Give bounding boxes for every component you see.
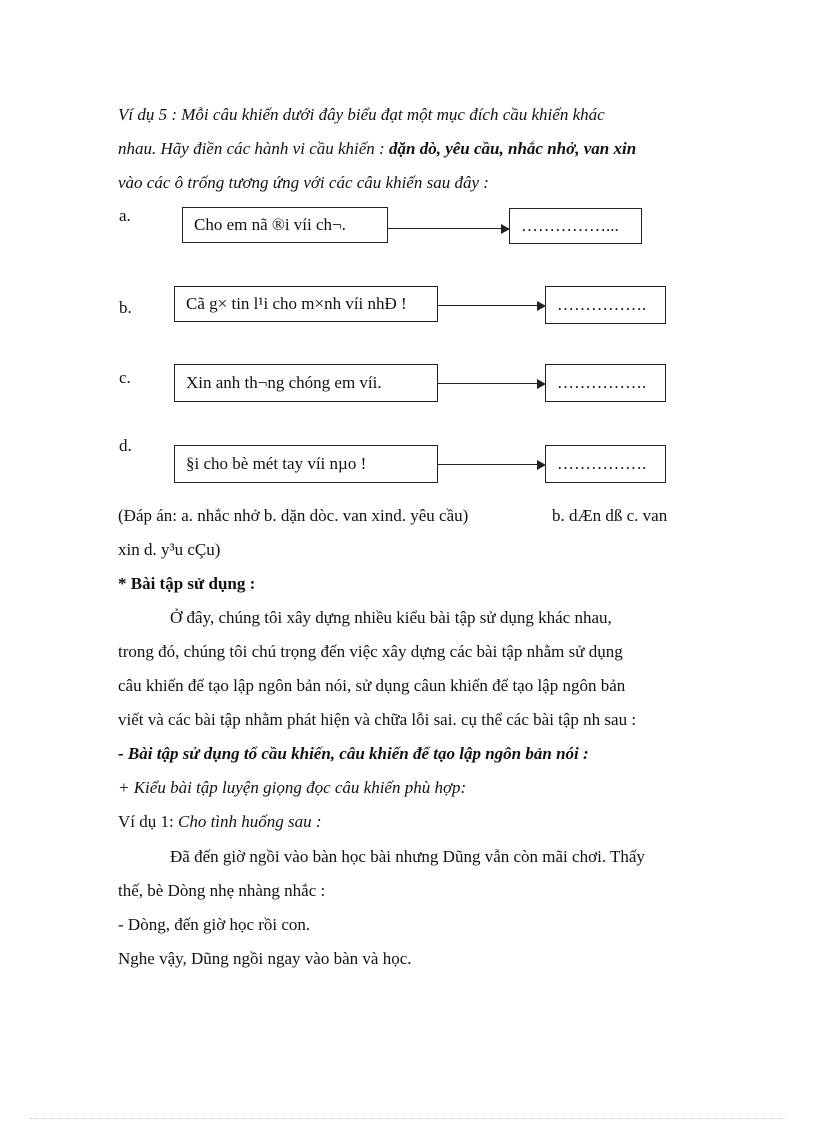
item-a-arrow: [388, 223, 510, 235]
item-c-sentence-box: [174, 364, 438, 402]
item-c-label: c.: [119, 368, 131, 387]
item-a-answer: ……………...: [521, 216, 619, 235]
item-c-answer: …………….: [557, 373, 647, 392]
item-d-label: d.: [119, 436, 132, 455]
item-a-sentence-box: [182, 207, 388, 243]
para-line-4: viết và các bài tập nhằm phát hiện và chữa lỗi sai. cụ thể các bài tập nh sau :: [118, 710, 637, 729]
answers-line1: (Đáp án: a. nhắc nhở b. dặn dòc. van xind. yêu cầu): [118, 506, 469, 525]
example5-line2: [118, 138, 636, 160]
example1-text: Cho tình huống sau :: [177, 812, 322, 831]
item-d-sentence: §i cho bè mét tay víi nµo !: [186, 454, 367, 473]
item-b-sentence: Cã g× tin l¹i cho m×nh víi nhÐ !: [186, 294, 407, 313]
item-c-answer-box[interactable]: [545, 364, 666, 402]
example5-line3: vào các ô trống tương ứng với các câu khiến sau đây :: [118, 173, 489, 192]
subheading: - Bài tập sử dụng tổ cầu khiến, câu khiến để tạo lập ngôn bản nói :: [118, 744, 589, 763]
example5-line1: Ví dụ 5 : Mỗi câu khiến dưới đây biểu đạt một mục đích cầu khiến khác: [118, 105, 605, 124]
story-line-4: Nghe vậy, Dũng ngồi ngay vào bàn và học.: [118, 949, 412, 968]
item-d-answer-box[interactable]: [545, 445, 666, 483]
type-line: + Kiểu bài tập luyện giọng đọc câu khiến phù hợp:: [118, 778, 467, 797]
item-c-arrow: [438, 378, 546, 390]
item-b-answer: …………….: [557, 295, 647, 314]
item-d-arrow: [438, 459, 546, 471]
story-line-1: Đã đến giờ ngồi vào bàn học bài nhưng Dũng vẫn còn mãi chơi. Thấy: [170, 847, 645, 866]
item-d-answer: …………….: [557, 454, 647, 473]
example1-line: [118, 811, 322, 833]
item-a-answer-box[interactable]: [509, 208, 642, 244]
para-line-3: câu khiến để tạo lập ngôn bản nói, sử dụng câun khiến để tạo lập ngôn bản: [118, 676, 626, 695]
item-b-arrow: [438, 300, 546, 312]
para-line-1: Ở đây, chúng tôi xây dựng nhiều kiểu bài tập sử dụng khác nhau,: [170, 608, 612, 627]
item-a-sentence: Cho em nã ®i víi ch¬.: [194, 215, 346, 234]
story-line-3: - Dòng, đến giờ học rồi con.: [118, 915, 311, 934]
answers-line2: xin d. y³u cÇu): [118, 540, 221, 559]
para-line-2: trong đó, chúng tôi chú trọng đến việc xây dựng các bài tập nhằm sử dụng: [118, 642, 623, 661]
item-c-sentence: Xin anh th¬ng chóng em víi.: [186, 373, 382, 392]
section-heading: * Bài tập sử dụng :: [118, 574, 256, 593]
answers-line1-right: b. dÆn dß c. van: [552, 506, 668, 525]
item-d-sentence-box: [174, 445, 438, 483]
item-b-answer-box[interactable]: [545, 286, 666, 324]
page-bottom-divider: [30, 1118, 786, 1119]
example5-line2-text: nhau. Hãy điền các hành vi cầu khiến :: [118, 139, 389, 158]
story-line-2: thế, bè Dòng nhẹ nhàng nhắc :: [118, 881, 326, 900]
item-b-label: b.: [119, 298, 132, 317]
example1-label: Ví dụ 1:: [118, 812, 178, 831]
item-a-label: a.: [119, 206, 131, 225]
example5-behaviors: dặn dò, yêu cầu, nhắc nhở, van xin: [388, 139, 637, 158]
item-b-sentence-box: [174, 286, 438, 322]
